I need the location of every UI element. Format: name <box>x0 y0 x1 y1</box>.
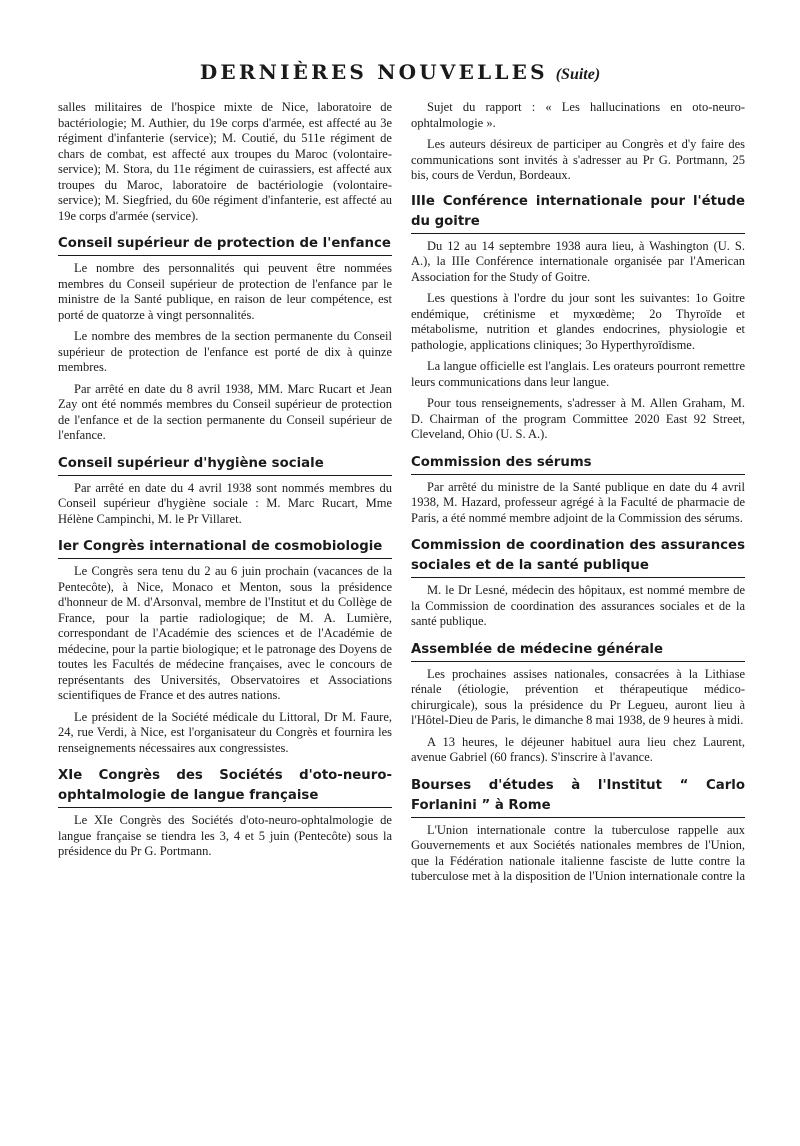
paragraph: Les questions à l'ordre du jour sont les suivantes: 1o Goitre endémique, crétinisme et myxœdème; 2o Thyroïde et métabolisme, nutrition et glandes endocrines, physiologie et pathologie, applications cliniques; 3o Hyperthyroïdisme. <box>411 291 745 352</box>
paragraph: A 13 heures, le déjeuner habituel aura lieu chez Laurent, avenue Gabriel (60 francs). S'inscrire à l'avance. <box>411 734 745 764</box>
left-intro-paragraph: salles militaires de l'hospice mixte de Nice, laboratoire de bactériologie; M. Authier, du 19e corps d'armée, est affecté au 3e régiment d'infanterie (service); M. Coutié, du 511e régiment de chars de combat, est affecté aux troupes du Maroc (volontaire-service); M. Stora, du 11e régiment de cuirassiers, est affecté aux troupes du Maroc, laboratoire de bactériologie (volontaire-service); M. Siegfried, du 60e régiment d'infanterie, est affecté au 19e corps d'armée (service). <box>58 100 392 223</box>
paragraph: Du 12 au 14 septembre 1938 aura lieu, à Washington (U. S. A.), la IIIe Conférence internationale organisée par l'American Association for the Study of Goitre. <box>411 238 745 284</box>
paragraph: Par arrêté du ministre de la Santé publique en date du 4 avril 1938, M. Hazard, professeur agrégé à la Faculté de pharmacie de Paris, a été nommé membre adjoint de la Commission des sérums. <box>411 479 745 525</box>
heading-assemblee-medecine: Assemblée de médecine générale <box>411 640 745 662</box>
paragraph: L'Union internationale contre la tuberculose rappelle aux Gouvernements et aux Sociétés nationales membres de l'Union, que la Fédération nationale italienne fasciste de lutte contre la tuberculose met à la disposition de l'Union internationale contre la <box>411 822 745 883</box>
heading-conference-goitre: IIIe Conférence internationale pour l'étude du goitre <box>411 192 745 234</box>
heading-cosmobiologie: Ier Congrès international de cosmobiologie <box>58 537 392 559</box>
heading-protection-enfance: Conseil supérieur de protection de l'enfance <box>58 234 392 256</box>
right-intro-paragraph: Sujet du rapport : « Les hallucinations en oto-neuro-ophtalmologie ». <box>411 100 745 130</box>
paragraph: Le nombre des personnalités qui peuvent être nommées membres du Conseil supérieur de protection de l'enfance par le ministre de la Santé publique, en raison de leur compétence, est porté de quatorze à vingt personnalités. <box>58 261 392 322</box>
paragraph: Le Congrès sera tenu du 2 au 6 juin prochain (vacances de la Pentecôte), à Nice, Monaco et Menton, sous la présidence d'honneur de M. d'Arsonval, membre de l'Institut et du Collège de France, pour la partie radiologique; de M. A. Lumière, correspondant de l'Académie des sciences et de l'Académie de médecine, pour la partie biologique; et le patronage des Doyens de toutes les Facultés de médecine françaises, avec le concours de représentants des Universités, Observatoires et Associations scientifiques de France et des autres nations. <box>58 564 392 702</box>
heading-bourses-forlanini: Bourses d'études à l'Institut “ Carlo Forlanini ” à Rome <box>411 776 745 818</box>
running-head <box>0 60 800 84</box>
page-title-suite: (Suite) <box>555 66 601 83</box>
paragraph: Par arrêté en date du 8 avril 1938, MM. Marc Rucart et Jean Zay ont été nommés membres du Conseil supérieur de protection de l'enfance et de la section permanente du Conseil supérieur de l'enfance. <box>58 381 392 442</box>
heading-oto-neuro-ophtalmologie: XIe Congrès des Sociétés d'oto-neuro-ophtalmologie de langue française <box>58 766 392 808</box>
paragraph: Par arrêté en date du 4 avril 1938 sont nommés membres du Conseil supérieur d'hygiène sociale : M. Marc Rucart, Mme Hélène Campinchi, M. le Pr Villaret. <box>58 480 392 526</box>
heading-commission-serums: Commission des sérums <box>411 453 745 475</box>
paragraph: Les prochaines assises nationales, consacrées à la Lithiase rénale (étiologie, prévention et thérapeutique médico-chirurgicale), sous la présidence du Pr Legueu, auront lieu à l'Hôtel-Dieu de Paris, le dimanche 8 mai 1938, de 9 heures à midi. <box>411 666 745 727</box>
heading-commission-coordination: Commission de coordination des assurances sociales et de la santé publique <box>411 536 745 578</box>
left-column <box>58 100 392 866</box>
paragraph: La langue officielle est l'anglais. Les orateurs pourront remettre leurs communications dans leur langue. <box>411 359 745 389</box>
right-column <box>411 100 745 891</box>
paragraph: Les auteurs désireux de participer au Congrès et d'y faire des communications sont invités à s'adresser au Pr G. Portmann, 25 bis, cours de Verdun, Bordeaux. <box>411 137 745 182</box>
paragraph: Le XIe Congrès des Sociétés d'oto-neuro-ophtalmologie de langue française se tiendra les 3, 4 et 5 juin (Pentecôte) sous la présidence du Pr G. Portmann. <box>58 813 392 858</box>
heading-hygiene-sociale: Conseil supérieur d'hygiène sociale <box>58 454 392 476</box>
paragraph: Pour tous renseignements, s'adresser à M. Allen Graham, M. D. Chairman of the program Committee 2020 East 92 Street, Cleveland, Ohio (U. S. A.). <box>411 396 745 441</box>
paragraph: M. le Dr Lesné, médecin des hôpitaux, est nommé membre de la Commission de coordination des assurances sociales et de la santé publique. <box>411 583 745 628</box>
page-title: DERNIÈRES NOUVELLES <box>199 60 548 84</box>
paragraph: Le nombre des membres de la section permanente du Conseil supérieur de protection de l'enfance est porté de dix à quinze membres. <box>58 329 392 374</box>
paragraph: Le président de la Société médicale du Littoral, Dr M. Faure, 24, rue Verdi, à Nice, est l'organisateur du Congrès et fournira les renseignements nécessaires aux congressistes. <box>58 709 392 755</box>
